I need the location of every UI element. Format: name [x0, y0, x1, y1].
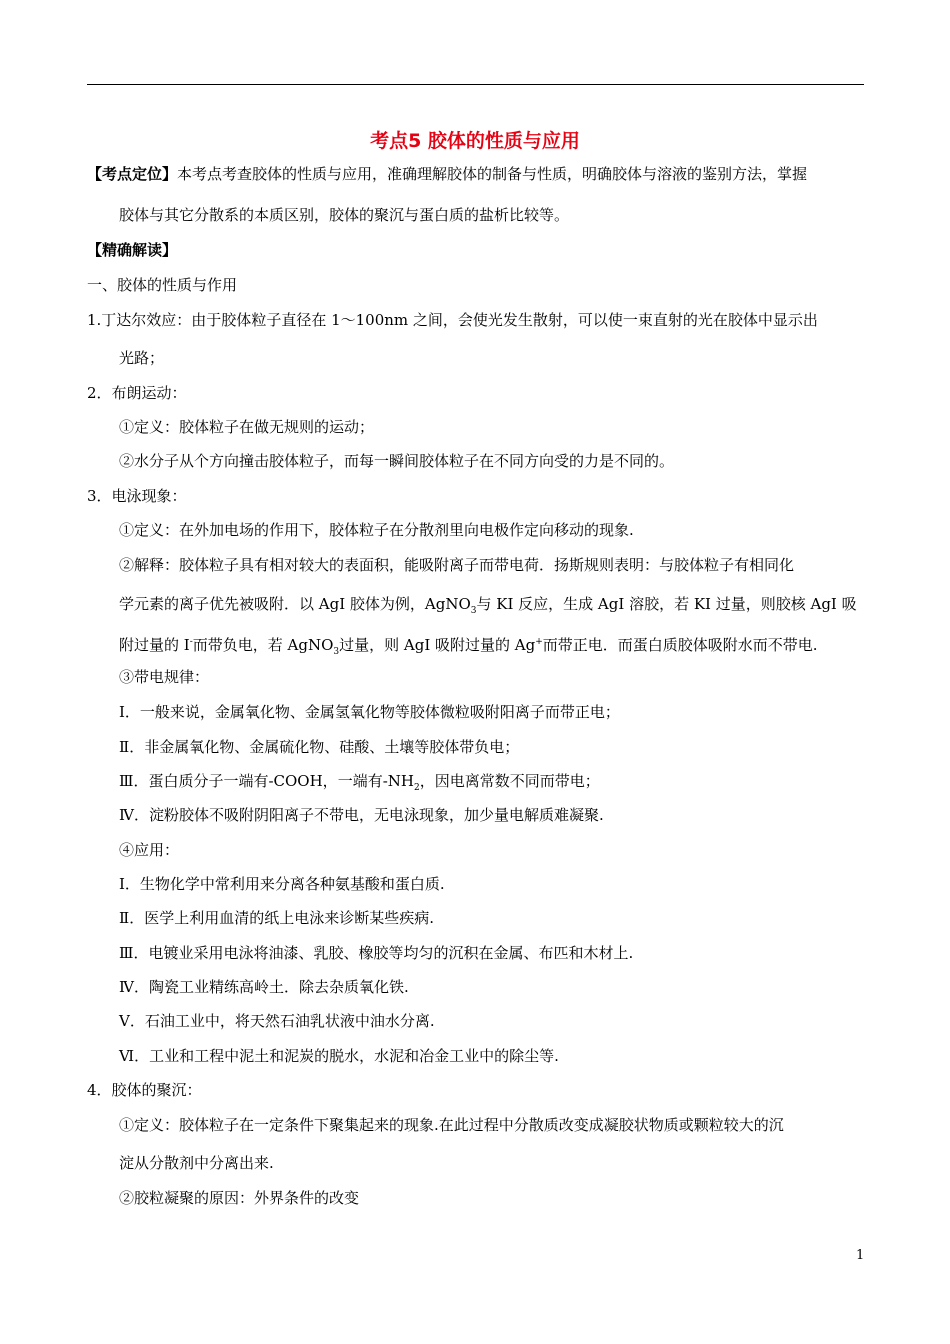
header-rule — [87, 84, 864, 85]
coagulation-heading: 4．胶体的聚沉： — [87, 1081, 202, 1099]
electrophoresis-explain-1: ②解释：胶体粒子具有相对较大的表面积，能吸附离子而带电荷．扬斯规则表明：与胶体粒子有相同化 — [119, 556, 795, 574]
coagulation-definition-2: 淀从分散剂中分离出来. — [119, 1154, 274, 1172]
brownian-heading: 2．布朗运动： — [87, 384, 187, 402]
location-line-2: 胶体与其它分散系的本质区别，胶体的聚沉与蛋白质的盐析比较等。 — [119, 206, 570, 224]
electrophoresis-heading: 3．电泳现象： — [87, 487, 187, 505]
electrophoresis-explain-3: 附过量的 I-而带负电，若 AgNO$_3$过量，则 AgI 吸附过量的 Ag+而带正电．而蛋白质胶体吸附水而不带电. — [119, 636, 818, 657]
charge-rule-4: Ⅳ．淀粉胶体不吸附阴阳离子不带电，无电泳现象，加少量电解质难凝聚. — [119, 806, 604, 824]
brownian-definition: ①定义：胶体粒子在做无规则的运动； — [119, 418, 375, 436]
tyndall-line-2: 光路； — [119, 349, 165, 367]
application-item: Ⅱ．医学上利用血清的纸上电泳来诊断某些疾病. — [119, 909, 434, 927]
coagulation-definition-1: ①定义：胶体粒子在一定条件下聚集起来的现象.在此过程中分散质改变成凝胶状物质或颗粒较大的沉 — [119, 1116, 784, 1134]
electrophoresis-explain-2: 学元素的离子优先被吸附．以 AgI 胶体为例，AgNO$_3$与 KI 反应，生成 AgI 溶胶，若 KI 过量，则胶核 AgI 吸 — [119, 595, 857, 616]
charge-rule-1: Ⅰ．一般来说，金属氧化物、金属氢氧化物等胶体微粒吸附阳离子而带正电； — [119, 703, 620, 721]
page-title: 考点5 胶体的性质与应用 — [370, 130, 580, 152]
charge-rule-3: Ⅲ．蛋白质分子一端有-COOH，一端有$-NH_2$，因电离常数不同而带电； — [119, 772, 600, 793]
application-item: Ⅳ．陶瓷工业精练高岭土．除去杂质氧化铁. — [119, 978, 409, 996]
charge-rules-heading: ③带电规律： — [119, 668, 210, 686]
application-item: Ⅰ．生物化学中常利用来分离各种氨基酸和蛋白质. — [119, 875, 445, 893]
tyndall-line-1: 1.丁达尔效应：由于胶体粒子直径在 1～100nm 之间，会使光发生散射，可以使一束直射的光在胶体中显示出 — [87, 311, 818, 329]
application-item: Ⅵ．工业和工程中泥土和泥炭的脱水，水泥和冶金工业中的除尘等. — [119, 1047, 559, 1065]
section-1-heading: 一、胶体的性质与作用 — [87, 276, 238, 294]
coagulation-reason: ②胶粒凝聚的原因：外界条件的改变 — [119, 1189, 360, 1207]
application-item: Ⅴ．石油工业中，将天然石油乳状液中油水分离. — [119, 1012, 435, 1030]
location-line-1: 【考点定位】本考点考查胶体的性质与应用，准确理解胶体的制备与性质，明确胶体与溶液的鉴别方法，掌握 — [87, 165, 808, 183]
brownian-reason: ②水分子从个方向撞击胶体粒子，而每一瞬间胶体粒子在不同方向受的力是不同的。 — [119, 452, 675, 470]
location-label: 【考点定位】 — [87, 165, 178, 183]
electrophoresis-definition: ①定义：在外加电场的作用下，胶体粒子在分散剂里向电极作定向移动的现象. — [119, 521, 634, 539]
charge-rule-2: Ⅱ．非金属氧化物、金属硫化物、硅酸、土壤等胶体带负电； — [119, 738, 520, 756]
application-item: Ⅲ．电镀业采用电泳将油漆、乳胶、橡胶等均匀的沉积在金属、布匹和木材上. — [119, 944, 634, 962]
page-number: 1 — [856, 1248, 865, 1263]
applications-heading: ④应用： — [119, 841, 180, 859]
interpretation-label: 【精确解读】 — [87, 241, 178, 259]
